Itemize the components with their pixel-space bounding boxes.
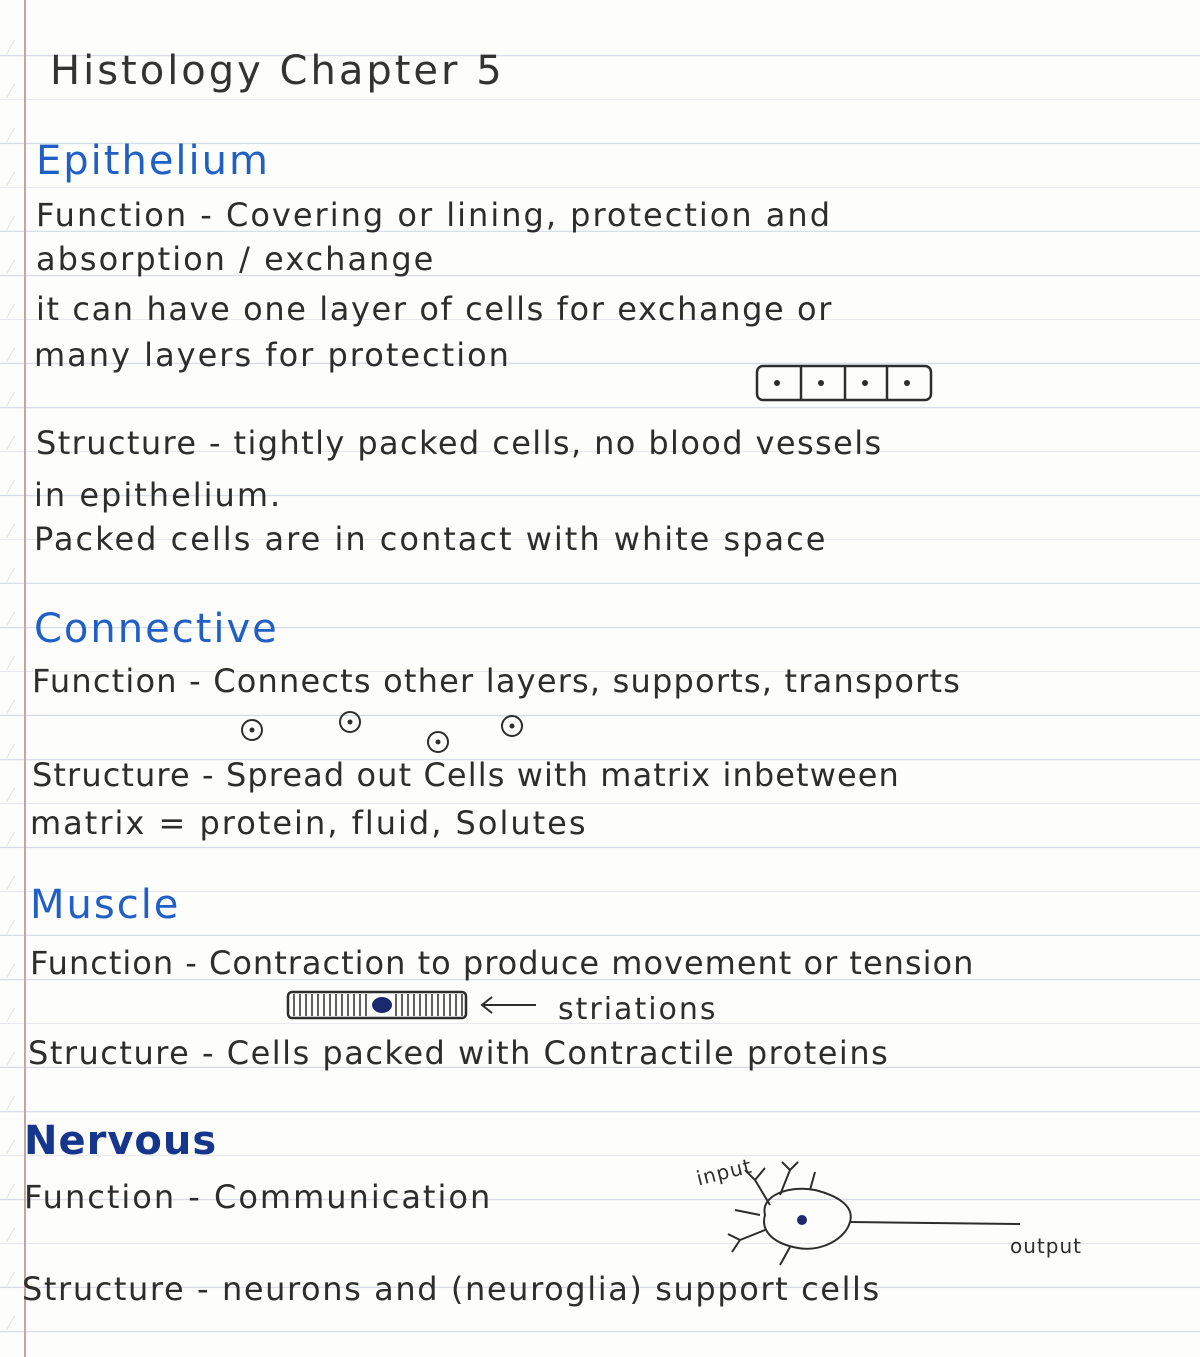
edge-mark xyxy=(0,832,15,846)
edge-mark xyxy=(0,304,15,318)
heading-connective: Connective xyxy=(34,606,279,652)
edge-mark xyxy=(0,40,15,54)
edge-mark xyxy=(0,700,15,714)
edge-mark xyxy=(0,392,15,406)
nervous-structure-line: Structure - neurons and (neuroglia) support cells xyxy=(22,1270,881,1308)
epithelium-structure-line-1: Structure - tightly packed cells, no blood vessels xyxy=(36,424,883,462)
connective-structure-line: Structure - Spread out Cells with matrix inbetween xyxy=(32,756,900,794)
connective-cells-sketch xyxy=(230,708,530,758)
epithelium-layer-line-1: it can have one layer of cells for exchange or xyxy=(36,290,833,328)
edge-mark xyxy=(0,964,15,978)
edge-mark xyxy=(0,1096,15,1110)
neuron-sketch xyxy=(720,1160,1030,1270)
edge-mark xyxy=(0,84,15,98)
edge-mark xyxy=(0,1140,15,1154)
epithelium-structure-line-3: Packed cells are in contact with white space xyxy=(34,520,828,558)
edge-mark xyxy=(0,1052,15,1066)
edge-mark xyxy=(0,1316,15,1330)
page-title: Histology Chapter 5 xyxy=(50,48,505,94)
muscle-structure-line: Structure - Cells packed with Contractile proteins xyxy=(28,1034,890,1072)
edge-mark xyxy=(0,1228,15,1242)
neuron-input-label: input xyxy=(693,1153,755,1191)
muscle-function-line: Function - Contraction to produce movement or tension xyxy=(30,944,975,982)
edge-mark xyxy=(0,612,15,626)
heading-nervous: Nervous xyxy=(24,1118,218,1164)
heading-muscle: Muscle xyxy=(30,882,181,928)
edge-mark xyxy=(0,656,15,670)
edge-mark xyxy=(0,172,15,186)
epithelium-structure-line-2: in epithelium. xyxy=(34,476,283,514)
muscle-fiber-sketch xyxy=(286,986,556,1026)
connective-matrix-line: matrix = protein, fluid, Solutes xyxy=(30,804,588,842)
nervous-function-line: Function - Communication xyxy=(24,1178,493,1216)
edge-mark xyxy=(0,1008,15,1022)
edge-mark xyxy=(0,920,15,934)
edge-mark xyxy=(0,1184,15,1198)
edge-mark xyxy=(0,480,15,494)
connective-function-line: Function - Connects other layers, supports, transports xyxy=(32,662,962,700)
edge-mark xyxy=(0,1272,15,1286)
epithelial-cells-sketch xyxy=(755,362,935,406)
edge-mark xyxy=(0,788,15,802)
neuron-output-label: output xyxy=(1010,1234,1082,1258)
page-edge-marks xyxy=(0,0,22,1357)
edge-mark xyxy=(0,524,15,538)
edge-mark xyxy=(0,128,15,142)
edge-mark xyxy=(0,876,15,890)
edge-mark xyxy=(0,348,15,362)
edge-mark xyxy=(0,436,15,450)
epithelium-function-line-1: Function - Covering or lining, protection and xyxy=(36,196,832,234)
edge-mark xyxy=(0,260,15,274)
edge-mark xyxy=(0,216,15,230)
epithelium-function-line-2: absorption / exchange xyxy=(36,240,436,278)
striations-label: striations xyxy=(558,992,718,1027)
heading-epithelium: Epithelium xyxy=(36,138,270,184)
epithelium-layer-line-2: many layers for protection xyxy=(34,336,511,374)
edge-mark xyxy=(0,568,15,582)
edge-mark xyxy=(0,744,15,758)
